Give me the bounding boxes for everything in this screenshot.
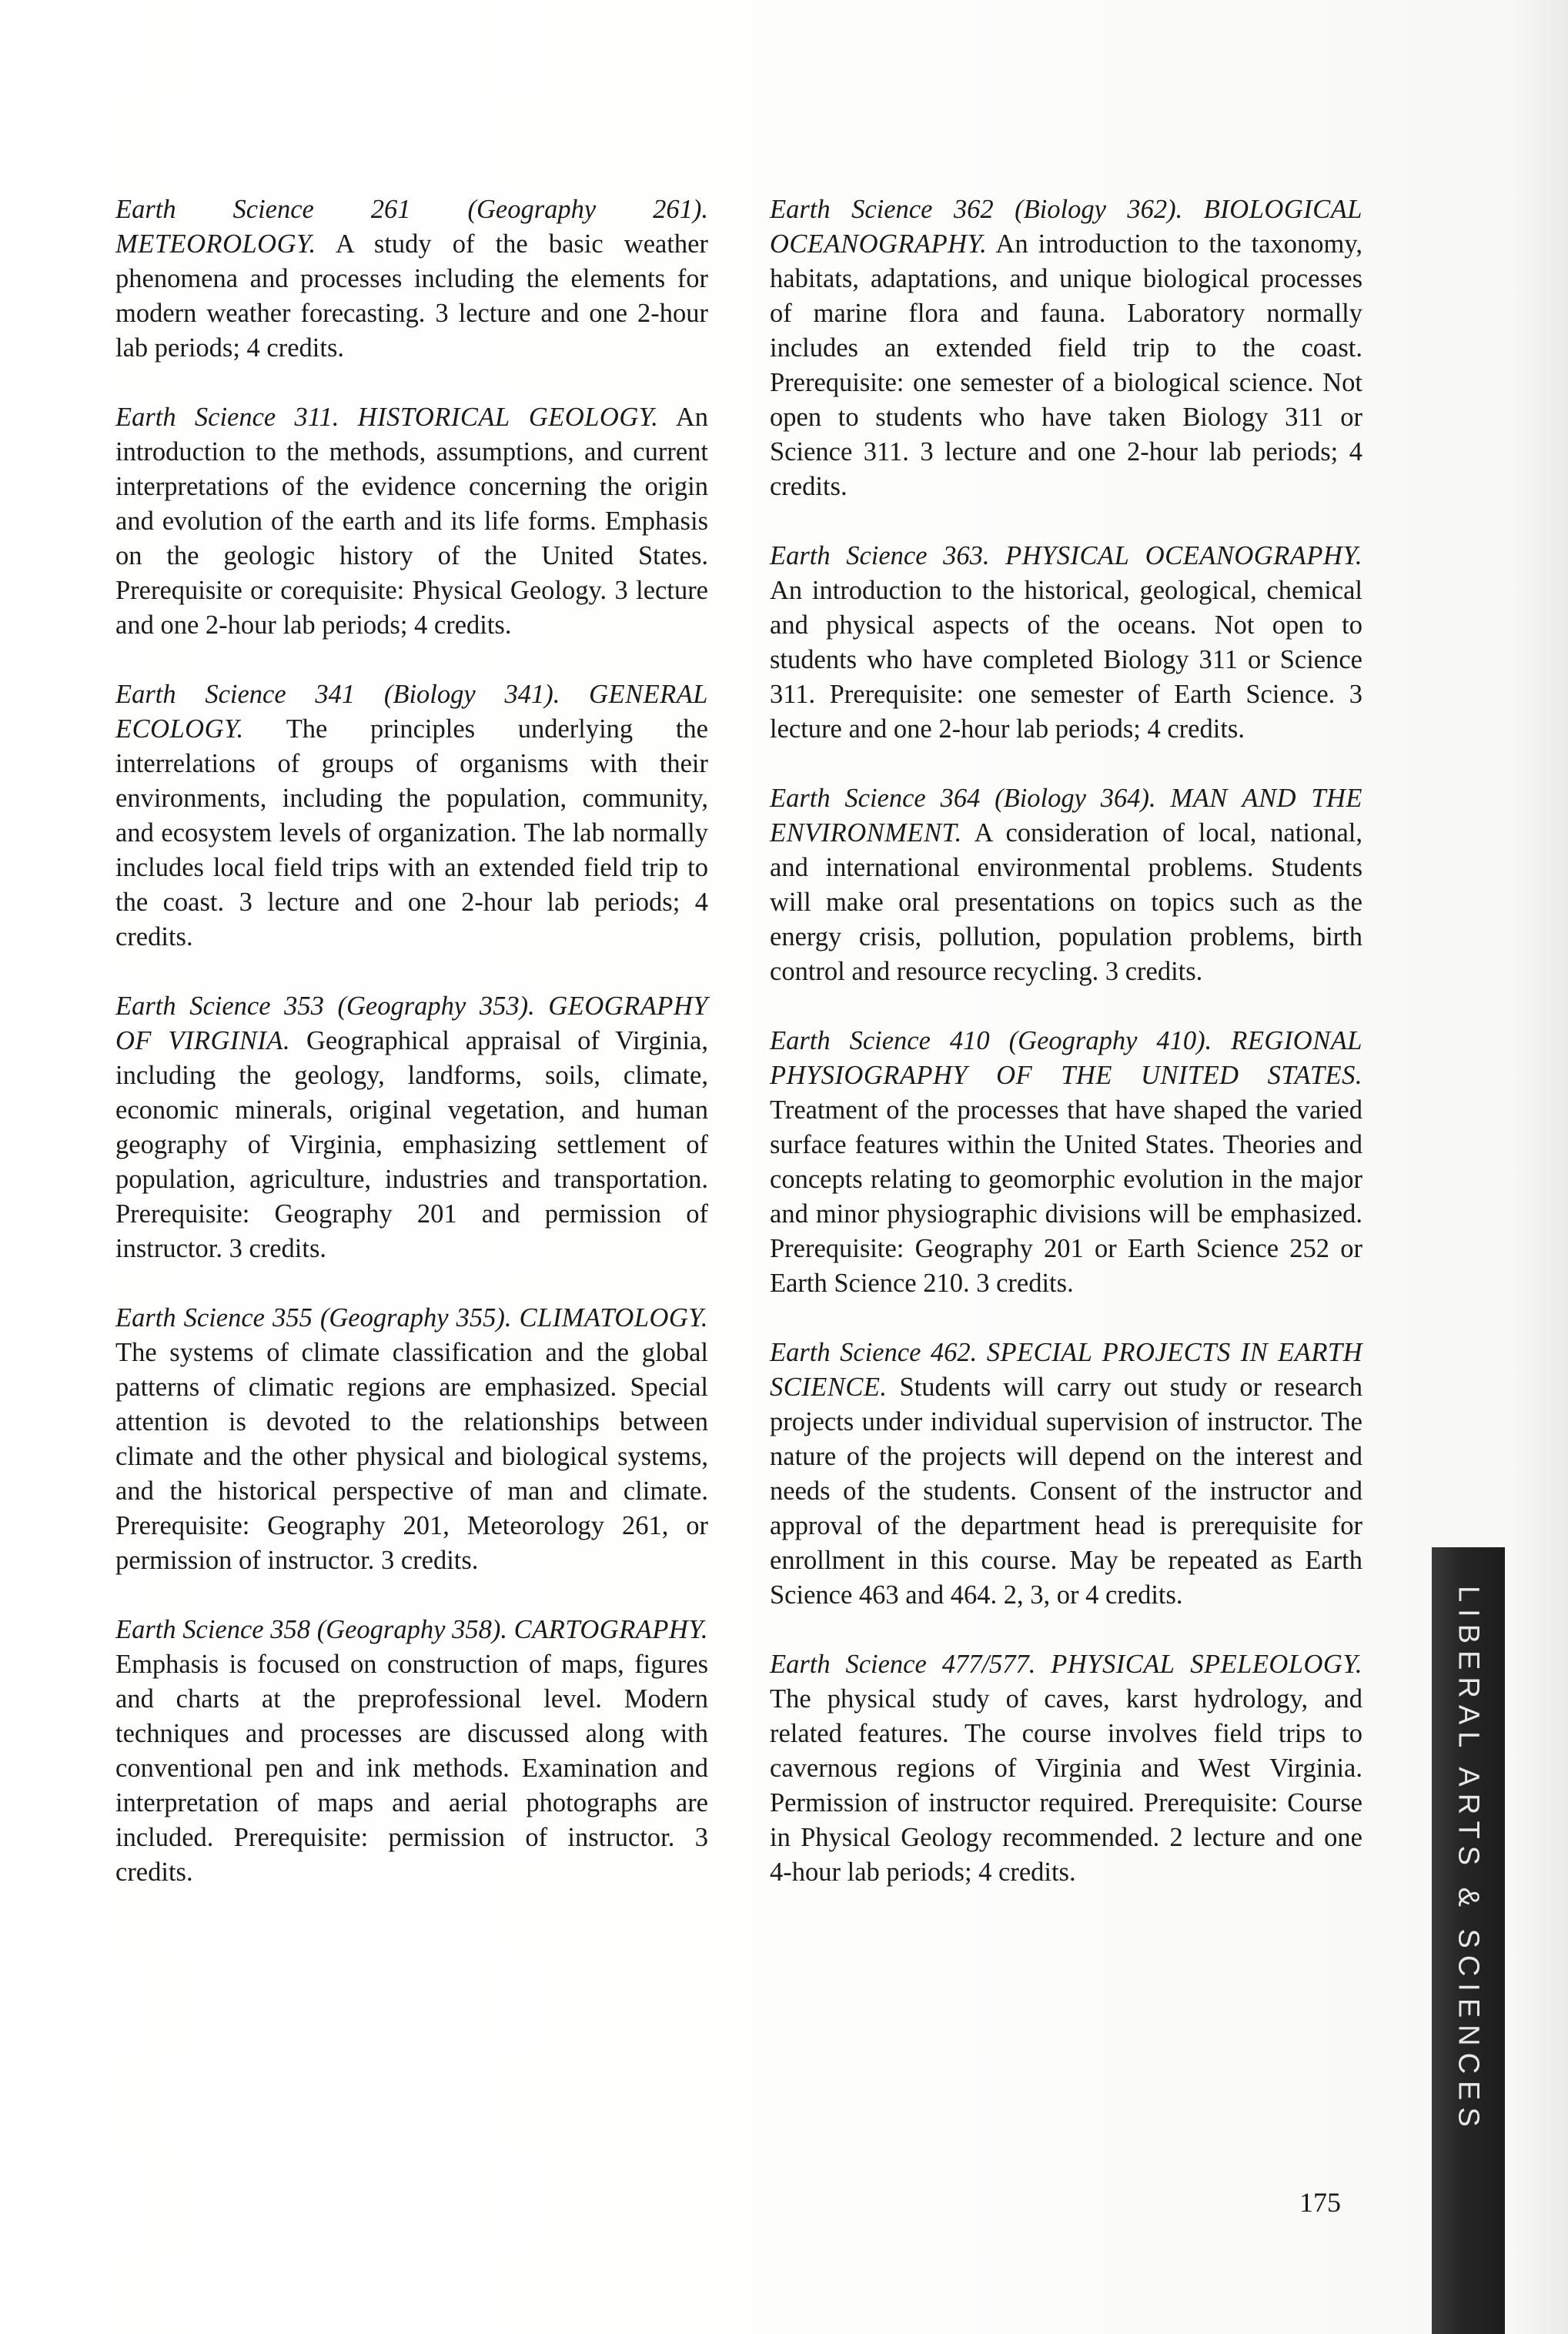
course-entry <box>770 781 1362 989</box>
course-entry <box>115 192 708 366</box>
course-name: Earth Science 410 (Geography 410). <box>770 1026 1212 1055</box>
course-title: MAN AND THE ENVIRONMENT. <box>770 784 1362 848</box>
course-name: Earth Science 363. <box>770 541 990 570</box>
section-tab <box>1432 1547 1505 2334</box>
course-description: An introduction to the methods, assumptions, and current interpretations of the evidence concerning the origin and evolution of the earth and its life forms. Emphasis on the geologic history of the United States. Prerequisite or corequisite: Physical Geology. 3 lecture and one 2-hour lab periods; 4 credits. <box>115 403 708 640</box>
course-name: Earth Science 355 (Geography 355). <box>115 1303 512 1333</box>
course-description: Students will carry out study or research projects under individual supervision of instructor. The nature of the projects will depend on the interest and needs of the students. Consent of the instructor and approval of the department head is prerequisite for enrollment in this course. May be repeated as Earth Science 463 and 464. 2, 3, or 4 credits. <box>770 1373 1362 1610</box>
course-entry <box>115 1613 708 1890</box>
course-title: PHYSICAL OCEANOGRAPHY. <box>1005 541 1362 570</box>
course-title: GEOGRAPHY OF VIRGINIA. <box>115 991 708 1055</box>
course-description: Geographical appraisal of Virginia, including the geology, landforms, soils, climate, economic minerals, original vegetation, and human geography of Virginia, emphasizing settlement of population, agriculture, industries and transportation. Prerequisite: Geography 201 and permission of instructor. 3 credits. <box>115 1026 708 1263</box>
course-entry <box>770 1336 1362 1613</box>
course-entry <box>770 192 1362 504</box>
course-entry <box>770 1024 1362 1301</box>
course-title: BIOLOGICAL OCEANOGRAPHY. <box>770 195 1362 259</box>
course-description: A study of the basic weather phenomena and processes including the elements for modern weather forecasting. 3 lecture and one 2-hour lab periods; 4 credits. <box>115 229 708 363</box>
course-name: Earth Science 261 (Geography 261). <box>115 195 708 224</box>
course-title: GENERAL ECOLOGY. <box>115 680 708 744</box>
course-entry <box>115 400 708 643</box>
course-description: A consideration of local, national, and international environmental problems. Students will make oral presentations on topics such as the energy crisis, pollution, population problems, birth control and resource recycling. 3 credits. <box>770 818 1362 986</box>
course-name: Earth Science 353 (Geography 353). <box>115 991 535 1021</box>
section-tab-label: LIBERAL ARTS & SCIENCES <box>1452 1586 1485 2134</box>
course-description: The systems of climate classification and the global patterns of climatic regions are emphasized. Special attention is devoted to the relationships between climate and the other physical and biological systems, and the historical perspective of man and climate. Prerequisite: Geography 201, Meteorology 261, or permission of instructor. 3 credits. <box>115 1338 708 1575</box>
course-entry <box>770 1647 1362 1890</box>
course-entry <box>770 539 1362 747</box>
course-name: Earth Science 462. <box>770 1338 978 1367</box>
course-entry <box>115 989 708 1266</box>
course-name: Earth Science 477/577. <box>770 1650 1036 1679</box>
course-entry <box>115 677 708 955</box>
course-title: PHYSICAL SPELEOLOGY. <box>1051 1650 1362 1679</box>
course-description: The principles underlying the interrelations of groups of organisms with their environments, including the population, community, and ecosystem levels of organization. The lab normally includes local field trips with an extended field trip to the coast. 3 lecture and one 2-hour lab periods; 4 credits. <box>115 714 708 951</box>
course-title: HISTORICAL GEOLOGY. <box>357 403 659 432</box>
course-description: An introduction to the historical, geological, chemical and physical aspects of the oceans. Not open to students who have completed Biology 311 or Science 311. Prerequisite: one semester of Earth Science. 3 lecture and one 2-hour lab periods; 4 credits. <box>770 576 1362 744</box>
course-name: Earth Science 362 (Biology 362). <box>770 195 1183 224</box>
course-title: CARTOGRAPHY. <box>513 1615 708 1644</box>
course-name: Earth Science 364 (Biology 364). <box>770 784 1156 813</box>
course-name: Earth Science 311. <box>115 403 339 432</box>
course-title: METEOROLOGY. <box>115 229 316 259</box>
left-column <box>115 192 708 1924</box>
course-title: REGIONAL PHYSIOGRAPHY OF THE UNITED STATES. <box>770 1026 1362 1090</box>
course-title: CLIMATOLOGY. <box>519 1303 708 1333</box>
course-entry <box>115 1301 708 1578</box>
course-name: Earth Science 358 (Geography 358). <box>115 1615 507 1644</box>
course-description: The physical study of caves, karst hydrology, and related features. The course involves field trips to cavernous regions of Virginia and West Virginia. Permission of instructor required. Prerequisite: Course in Physical Geology recommended. 2 lecture and one 4-hour lab periods; 4 credits. <box>770 1684 1362 1887</box>
course-description: Emphasis is focused on construction of maps, figures and charts at the preprofessional level. Modern techniques and processes are discussed along with conventional pen and ink methods. Examination and interpretation of maps and aerial photographs are included. Prerequisite: permission of instructor. 3 credits. <box>115 1650 708 1887</box>
course-name: Earth Science 341 (Biology 341). <box>115 680 560 709</box>
course-description: An introduction to the taxonomy, habitats, adaptations, and unique biological processes of marine flora and fauna. Laboratory normally includes an extended field trip to the coast. Prerequisite: one semester of a biological science. Not open to students who have taken Biology 311 or Science 311. 3 lecture and one 2-hour lab periods; 4 credits. <box>770 229 1362 501</box>
right-column <box>770 192 1362 1924</box>
page-number: 175 <box>1299 2187 1341 2218</box>
page-edge-shadow <box>1513 0 1568 2334</box>
course-title: SPECIAL PROJECTS IN EARTH SCIENCE. <box>770 1338 1363 1402</box>
course-description: Treatment of the processes that have shaped the varied surface features within the United States. Theories and concepts relating to geomorphic evolution in the major and minor physiographic divisions will be emphasized. Prerequisite: Geography 201 or Earth Science 252 or Earth Science 210. 3 credits. <box>770 1095 1362 1298</box>
